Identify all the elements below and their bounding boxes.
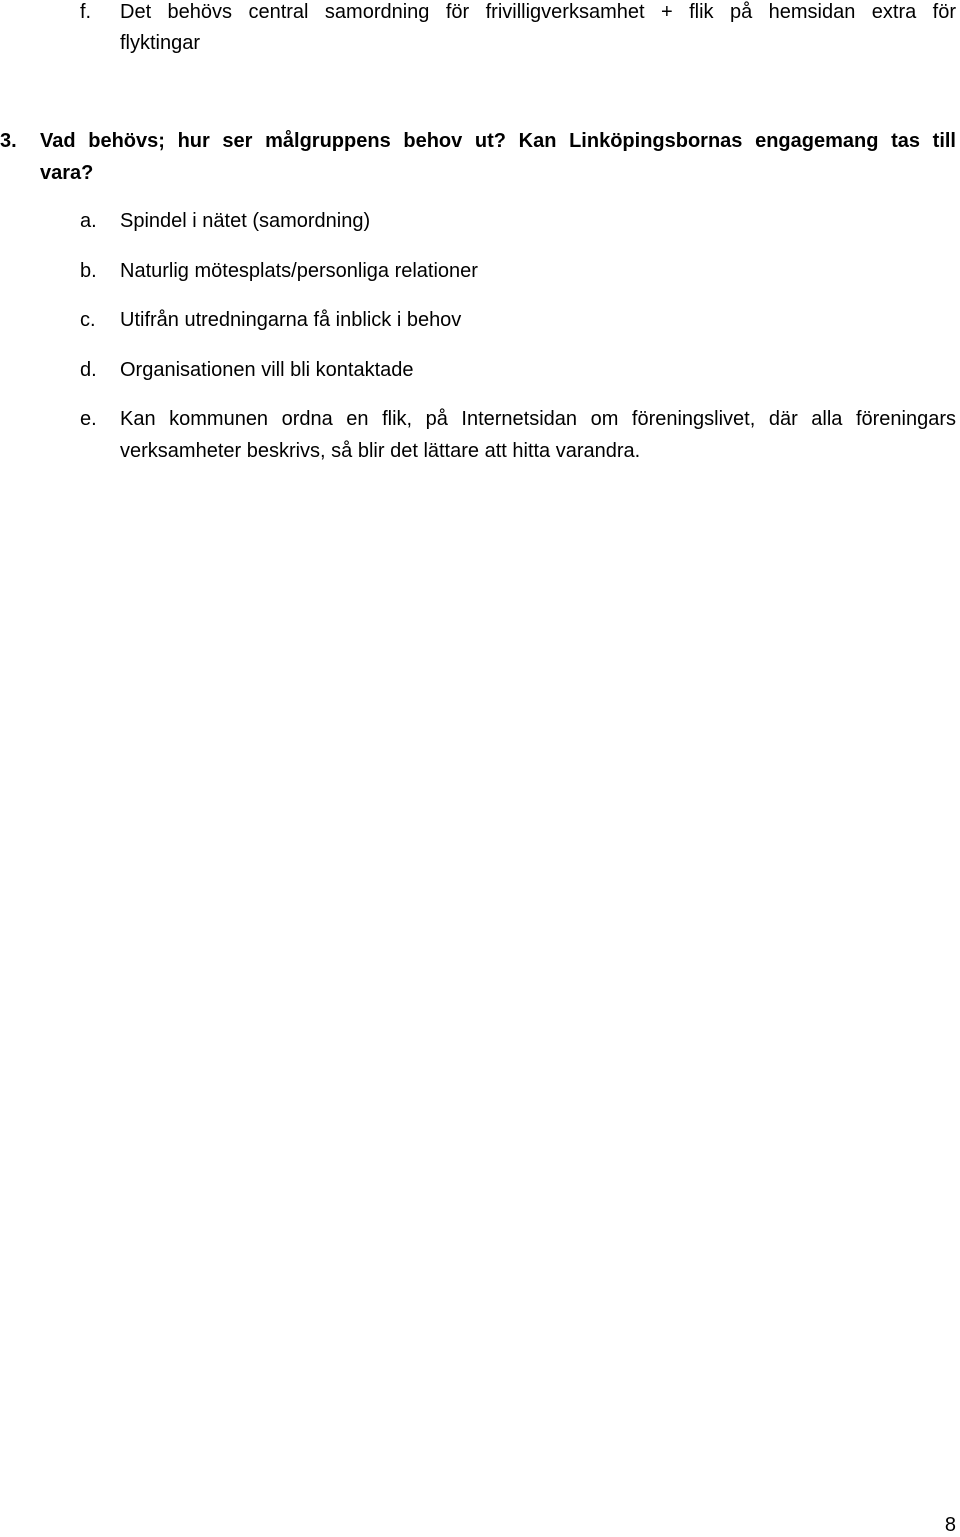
list-marker: b. [80,260,97,282]
page-number: 8 [944,1514,956,1536]
list-item-text-line: Det behövs central samordning för frivilligverksamhet + flik på hemsidan extra för [120,1,956,23]
section-number: 3. [0,130,17,152]
list-marker: e. [80,408,97,430]
list-marker: f. [80,1,92,23]
list-item-text-line: flyktingar [120,32,201,54]
section-heading-line: Vad behövs; hur ser målgruppens behov ut? Kan Linköpingsbornas engagemang tas till [40,130,956,152]
list-item-text-line: verksamheter beskrivs, så blir det lättare att hitta varandra. [120,440,641,462]
list-item-text: Spindel i nätet (samordning) [120,210,371,232]
section-heading-line: vara? [40,162,94,184]
list-marker: c. [80,309,96,331]
list-item-text: Organisationen vill bli kontaktade [120,359,414,381]
list-marker: d. [80,359,97,381]
list-item-text-line: Kan kommunen ordna en flik, på Internetsidan om föreningslivet, där alla föreningars [120,408,956,430]
list-marker: a. [80,210,97,232]
list-item-text: Utifrån utredningarna få inblick i behov [120,309,462,331]
list-item-text: Naturlig mötesplats/personliga relationer [120,260,478,282]
